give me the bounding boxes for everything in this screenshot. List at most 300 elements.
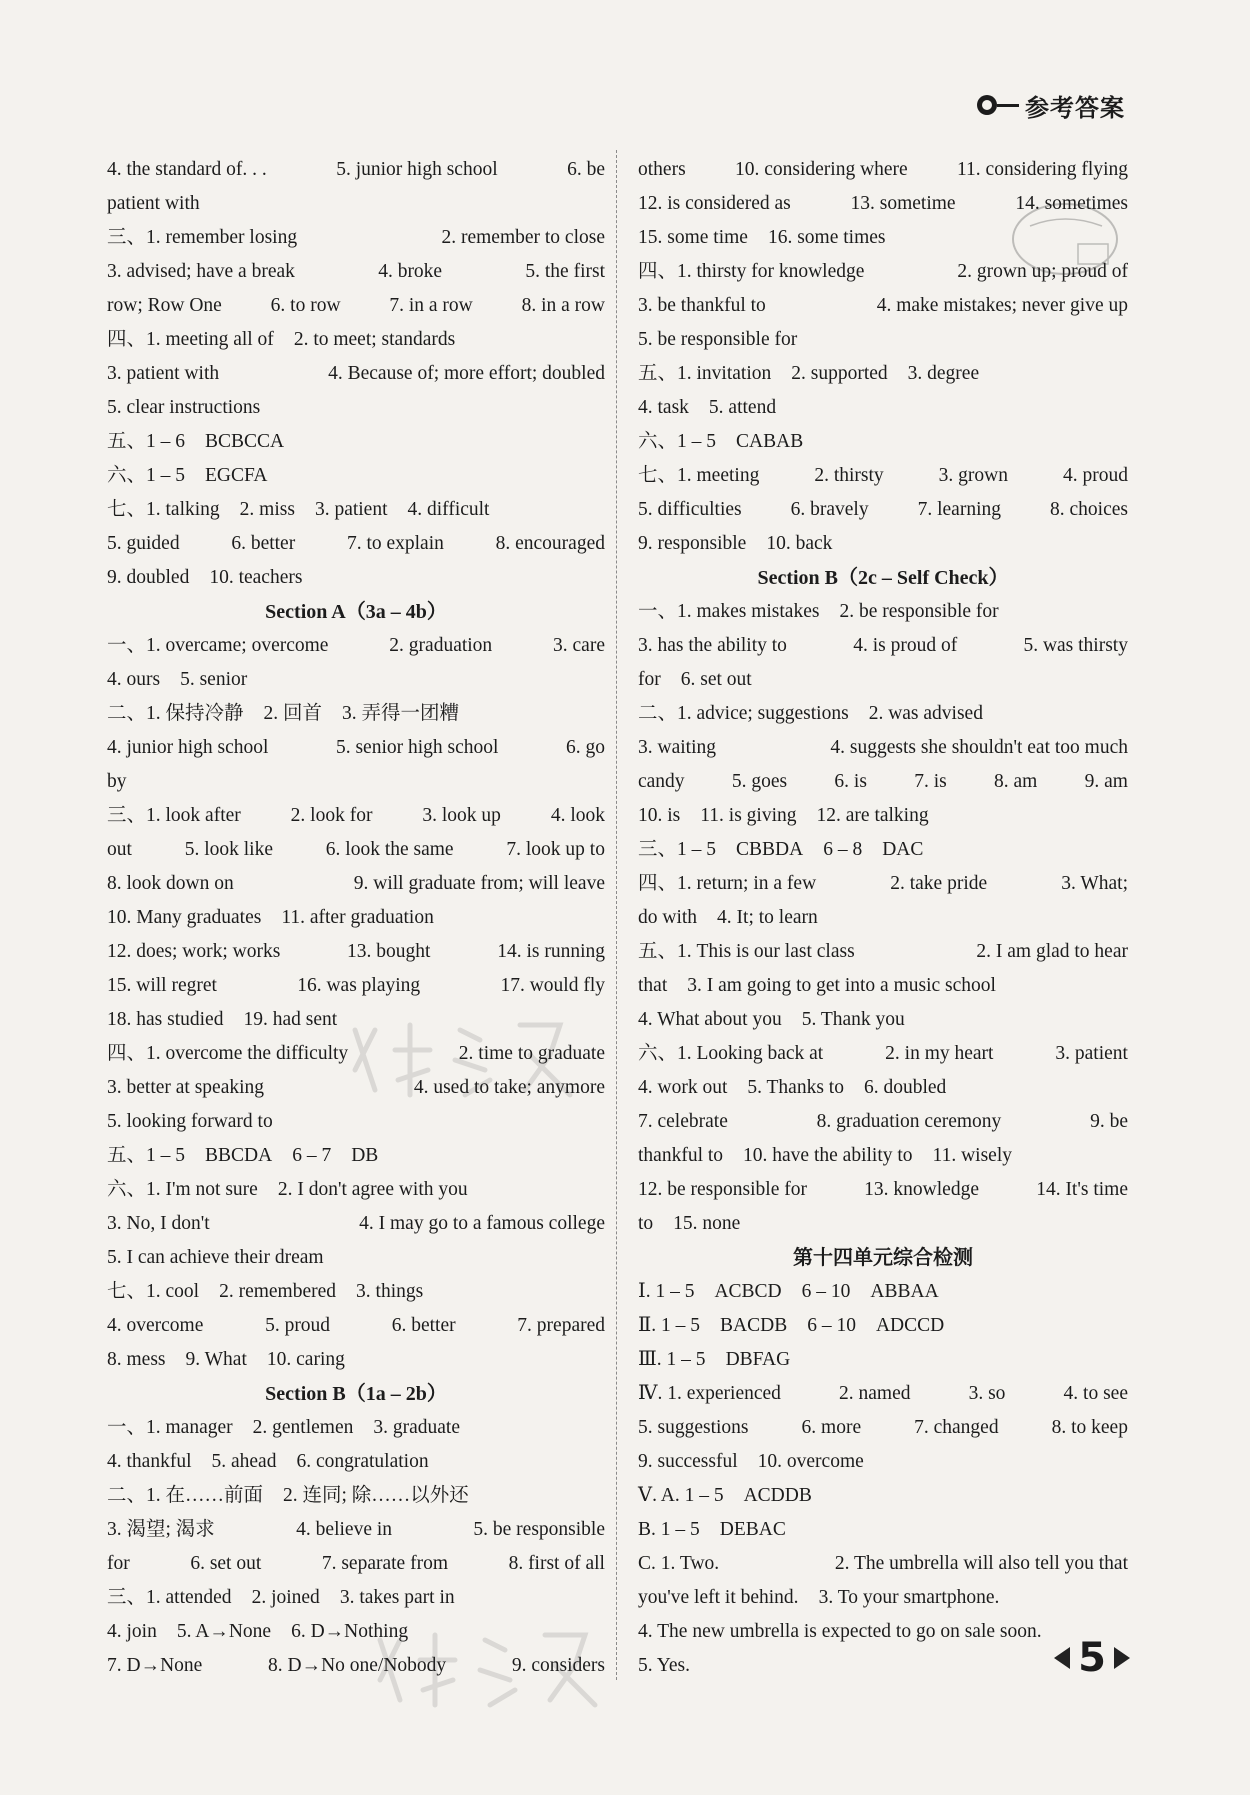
- answer-item: 8. am: [994, 771, 1038, 792]
- answer-item: by: [107, 771, 127, 792]
- answer-item: 5. be responsible: [473, 1519, 605, 1540]
- answer-item: 2. I am glad to hear: [976, 941, 1128, 962]
- answer-item: 3. patient: [314, 499, 388, 520]
- answer-item: 3. degree: [907, 363, 980, 384]
- answer-line: [107, 1513, 605, 1547]
- answer-item: 5. goes: [731, 771, 788, 792]
- answer-item: 4. is proud of: [853, 635, 958, 656]
- answer-line: [638, 1581, 1128, 1615]
- answer-stamp-icon: [1010, 200, 1120, 278]
- answer-item: 4. ours: [107, 669, 161, 690]
- answer-line: [638, 663, 1128, 697]
- answer-item: 13. bought: [347, 941, 431, 962]
- answer-item: 9. doubled: [107, 567, 190, 588]
- answer-item: 四、1. overcome the difficulty: [107, 1043, 349, 1064]
- page-number: 5: [1078, 1635, 1106, 1681]
- answer-line: [107, 221, 605, 255]
- answer-item: BCBCCA: [205, 431, 285, 452]
- answer-item: 2. to meet; standards: [293, 329, 456, 350]
- answer-item: 二、1. advice; suggestions: [638, 703, 849, 724]
- answer-item: to: [638, 1213, 654, 1234]
- answer-line: [107, 561, 605, 595]
- answer-item: 12. is considered as: [638, 193, 791, 214]
- answer-item: 7. celebrate: [638, 1111, 728, 1132]
- answer-line: [107, 153, 605, 187]
- right-answer-column: [638, 153, 1128, 1683]
- answer-item: 3. What;: [1061, 873, 1128, 894]
- answer-item: 2. look for: [290, 805, 373, 826]
- answer-item: 2. gentlemen: [252, 1417, 354, 1438]
- answer-item: 六、1. Looking back at: [638, 1043, 824, 1064]
- answer-item: 10. considering where: [734, 159, 908, 180]
- answer-line: [638, 935, 1128, 969]
- answer-item: ADCCD: [875, 1315, 945, 1336]
- answer-item: 4. proud: [1063, 465, 1128, 486]
- answer-item: 六、1 – 5: [638, 431, 717, 452]
- answer-item: 13. knowledge: [864, 1179, 979, 1200]
- answer-item: 7. to explain: [346, 533, 444, 554]
- answer-item: 七、1. cool: [107, 1281, 200, 1302]
- answer-line: [107, 1615, 605, 1649]
- left-answer-column: [107, 153, 605, 1683]
- answer-line: [107, 629, 605, 663]
- answer-item: DBFAG: [725, 1349, 791, 1370]
- answer-item: 3. better at speaking: [107, 1077, 265, 1098]
- answer-item: 9. responsible: [638, 533, 747, 554]
- answer-item: 16. some times: [767, 227, 886, 248]
- answer-line: [107, 323, 605, 357]
- answer-item: 5. Thanks to: [747, 1077, 844, 1098]
- page-header: [977, 88, 1125, 123]
- answer-item: 6. to row: [270, 295, 341, 316]
- answer-item: 10. teachers: [209, 567, 303, 588]
- answer-item: 5. was thirsty: [1023, 635, 1128, 656]
- answer-line: [107, 357, 605, 391]
- answer-item: 7. look up to: [506, 839, 605, 860]
- answer-item: 6 – 10: [801, 1281, 851, 1302]
- answer-item: 一、1. manager: [107, 1417, 233, 1438]
- answer-item: 6. more: [801, 1417, 862, 1438]
- answer-item: 5. proud: [265, 1315, 331, 1336]
- answer-line: [107, 1547, 605, 1581]
- answer-line: [107, 1173, 605, 1207]
- answer-item: 五、1 – 5: [107, 1145, 186, 1166]
- answer-item: 5. Yes.: [638, 1655, 691, 1676]
- answer-item: 7. learning: [917, 499, 1001, 520]
- answer-item: 4. overcome: [107, 1315, 204, 1336]
- answer-line: [638, 1037, 1128, 1071]
- answer-item: 4. task: [638, 397, 689, 418]
- answer-line: [107, 1037, 605, 1071]
- answer-item: 6. D→Nothing: [291, 1621, 409, 1642]
- answer-item: 10. overcome: [757, 1451, 864, 1472]
- answer-item: 15. some time: [638, 227, 748, 248]
- answer-item: 9. successful: [638, 1451, 738, 1472]
- answer-item: 3. care: [553, 635, 605, 656]
- answer-item: for: [638, 669, 661, 690]
- answer-line: [638, 289, 1128, 323]
- answer-item: Ⅳ. 1. experienced: [638, 1383, 781, 1404]
- answer-line: [107, 187, 605, 221]
- answer-item: 2. be responsible for: [839, 601, 999, 622]
- answer-item: 2. I don't agree with you: [277, 1179, 468, 1200]
- answer-line: [638, 1173, 1128, 1207]
- answer-item: for: [107, 1553, 130, 1574]
- answer-item: 2. named: [839, 1383, 911, 1404]
- answer-item: 2. remember to close: [441, 227, 605, 248]
- answer-item: 五、1. This is our last class: [638, 941, 855, 962]
- answer-line: [107, 697, 605, 731]
- answer-item: 19. had sent: [243, 1009, 338, 1030]
- answer-item: 二、1. 保持冷静: [107, 703, 244, 724]
- answer-item: do with: [638, 907, 698, 928]
- answer-line: [638, 1547, 1128, 1581]
- answer-item: 15. will regret: [107, 975, 217, 996]
- answer-item: 七、1. talking: [107, 499, 220, 520]
- answer-item: 4. make mistakes; never give up: [876, 295, 1128, 316]
- answer-item: you've left it behind.: [638, 1587, 799, 1608]
- answer-item: 12. does; work; works: [107, 941, 281, 962]
- answer-item: 三、1. attended: [107, 1587, 232, 1608]
- answer-item: 7. in a row: [389, 295, 473, 316]
- answer-item: 4. work out: [638, 1077, 728, 1098]
- answer-line: [107, 799, 605, 833]
- answer-item: 2. supported: [791, 363, 888, 384]
- answer-line: [107, 969, 605, 1003]
- answer-item: 4. believe in: [296, 1519, 393, 1540]
- answer-item: 三、1. look after: [107, 805, 241, 826]
- answer-line: [638, 1513, 1128, 1547]
- answer-item: ACBCD: [714, 1281, 782, 1302]
- answer-line: [107, 663, 605, 697]
- answer-item: 6. doubled: [863, 1077, 947, 1098]
- answer-item: 2. The umbrella will also tell you that: [834, 1553, 1128, 1574]
- answer-item: 五、1 – 6: [107, 431, 186, 452]
- answer-line: [638, 765, 1128, 799]
- section-heading: 第十四单元综合检测: [793, 1247, 973, 1269]
- answer-item: 4. What about you: [638, 1009, 782, 1030]
- answer-item: others: [638, 159, 686, 180]
- answer-item: 2. joined: [251, 1587, 320, 1608]
- column-divider: [616, 150, 617, 1680]
- answer-line: [107, 1445, 605, 1479]
- answer-item: 5. Thank you: [801, 1009, 905, 1030]
- answer-item: 12. be responsible for: [638, 1179, 807, 1200]
- answer-item: 6. look the same: [325, 839, 454, 860]
- answer-line: [638, 1105, 1128, 1139]
- answer-item: 6. congratulation: [296, 1451, 429, 1472]
- answer-item: B. 1 – 5: [638, 1519, 700, 1540]
- answer-item: 7. prepared: [517, 1315, 605, 1336]
- answer-item: 5. looking forward to: [107, 1111, 273, 1132]
- answer-item: 4. join: [107, 1621, 157, 1642]
- answer-item: 5. look like: [184, 839, 273, 860]
- answer-line: [638, 969, 1128, 1003]
- answer-item: 2. in my heart: [885, 1043, 994, 1064]
- answer-item: 3. advised; have a break: [107, 261, 295, 282]
- answer-line: [638, 697, 1128, 731]
- answer-item: 2. 连同; 除……以外还: [283, 1485, 469, 1506]
- answer-item: 2. take pride: [890, 873, 988, 894]
- answer-item: 2. grown up; proud of: [957, 261, 1128, 282]
- answer-item: 4. Because of; more effort; doubled: [328, 363, 605, 384]
- answer-line: [638, 1411, 1128, 1445]
- page-number-badge: [1054, 1635, 1130, 1681]
- answer-line: [107, 1581, 605, 1615]
- answer-line: [638, 1479, 1128, 1513]
- answer-line: [638, 833, 1128, 867]
- answer-line: [107, 1105, 605, 1139]
- answer-item: 4. thankful: [107, 1451, 192, 1472]
- answer-line: [638, 799, 1128, 833]
- answer-item: 11. considering flying: [957, 159, 1128, 180]
- answer-item: 7. D→None: [107, 1655, 203, 1676]
- answer-line: [638, 493, 1128, 527]
- answer-item: 3. be thankful to: [638, 295, 766, 316]
- answer-item: BACDB: [720, 1315, 788, 1336]
- answer-item: that: [638, 975, 668, 996]
- answer-item: CABAB: [736, 431, 804, 452]
- answer-item: 10. Many graduates: [107, 907, 262, 928]
- header-title: 参考答案: [1025, 94, 1125, 122]
- answer-item: row; Row One: [107, 295, 222, 316]
- answer-item: 3. grown: [938, 465, 1008, 486]
- answer-line: [107, 1275, 605, 1309]
- answer-line: [638, 1207, 1128, 1241]
- answer-item: 3. takes part in: [339, 1587, 455, 1608]
- answer-item: 3. patient: [1055, 1043, 1128, 1064]
- answer-item: 6. go: [566, 737, 605, 758]
- answer-line: [107, 1003, 605, 1037]
- answer-item: 10. have the ability to: [743, 1145, 913, 1166]
- brand-logo-icon: [977, 93, 1017, 119]
- answer-item: 3. waiting: [638, 737, 716, 758]
- answer-item: 3. has the ability to: [638, 635, 787, 656]
- answer-item: 五、1. invitation: [638, 363, 772, 384]
- answer-line: [107, 833, 605, 867]
- answer-item: 10. caring: [266, 1349, 345, 1370]
- answer-item: 18. has studied: [107, 1009, 224, 1030]
- previous-arrow-icon: [1054, 1647, 1070, 1669]
- answer-item: 5. guided: [107, 533, 180, 554]
- answer-line: [107, 1071, 605, 1105]
- next-arrow-icon: [1114, 1647, 1130, 1669]
- answer-item: Ⅱ. 1 – 5: [638, 1315, 701, 1336]
- answer-item: 三、1 – 5: [638, 839, 717, 860]
- answer-item: 7. separate from: [321, 1553, 448, 1574]
- answer-item: 6 – 8: [823, 839, 863, 860]
- answer-item: 3. graduate: [373, 1417, 460, 1438]
- answer-item: Ⅰ. 1 – 5: [638, 1281, 695, 1302]
- answer-line: [107, 459, 605, 493]
- answer-item: 11. is giving: [700, 805, 797, 826]
- answer-line: [638, 901, 1128, 935]
- answer-item: 5. I can achieve their dream: [107, 1247, 324, 1268]
- answer-line: [107, 425, 605, 459]
- answer-line: [638, 527, 1128, 561]
- answer-item: 6. better: [391, 1315, 456, 1336]
- answer-item: Ⅲ. 1 – 5: [638, 1349, 706, 1370]
- answer-line: [638, 459, 1128, 493]
- answer-line: [638, 357, 1128, 391]
- answer-line: [107, 527, 605, 561]
- answer-line: [107, 1241, 605, 1275]
- answer-item: 4. broke: [378, 261, 443, 282]
- answer-item: 七、1. meeting: [638, 465, 760, 486]
- answer-item: 2. thirsty: [814, 465, 884, 486]
- answer-item: 六、1 – 5: [107, 465, 186, 486]
- answer-item: 5. the first: [525, 261, 605, 282]
- answer-line: [638, 391, 1128, 425]
- answer-item: 一、1. makes mistakes: [638, 601, 820, 622]
- answer-line: [638, 1071, 1128, 1105]
- answer-line: [107, 1139, 605, 1173]
- answer-item: 3. 弄得一团糟: [342, 703, 460, 724]
- answer-line: [638, 1377, 1128, 1411]
- answer-line: [107, 1207, 605, 1241]
- answer-line: [638, 1139, 1128, 1173]
- answer-item: ABBAA: [870, 1281, 939, 1302]
- answer-line: [107, 1411, 605, 1445]
- answer-line: [638, 425, 1128, 459]
- answer-item: 4. I may go to a famous college: [359, 1213, 605, 1234]
- answer-item: 5. junior high school: [336, 159, 498, 180]
- answer-line: [107, 1479, 605, 1513]
- answer-item: 6 – 7: [292, 1145, 332, 1166]
- answer-item: 8. first of all: [508, 1553, 605, 1574]
- answer-item: 2. was advised: [868, 703, 983, 724]
- answer-item: 15. none: [673, 1213, 741, 1234]
- answer-item: 5. clear instructions: [107, 397, 261, 418]
- answer-item: 5. senior: [180, 669, 248, 690]
- answer-item: DB: [351, 1145, 379, 1166]
- answer-line: [638, 629, 1128, 663]
- answer-line: [638, 867, 1128, 901]
- answer-item: BBCDA: [205, 1145, 273, 1166]
- answer-line: [638, 1309, 1128, 1343]
- answer-line: [638, 323, 1128, 357]
- answer-item: 14. is running: [497, 941, 605, 962]
- answer-item: thankful to: [638, 1145, 724, 1166]
- answer-item: 8. choices: [1050, 499, 1128, 520]
- answer-item: 4. look: [550, 805, 605, 826]
- answer-line: [638, 731, 1128, 765]
- answer-item: 11. wisely: [932, 1145, 1012, 1166]
- answer-item: 5. be responsible for: [638, 329, 798, 350]
- answer-line: [638, 1343, 1128, 1377]
- answer-item: 9. considers: [511, 1655, 605, 1676]
- answer-item: 12. are talking: [816, 805, 929, 826]
- answer-item: 4. junior high school: [107, 737, 269, 758]
- answer-line: [107, 901, 605, 935]
- answer-item: 3. I am going to get into a music school: [687, 975, 996, 996]
- answer-item: 4. suggests she shouldn't eat too much: [830, 737, 1128, 758]
- answer-item: 10. is: [638, 805, 681, 826]
- answer-item: 四、1. return; in a few: [638, 873, 817, 894]
- answer-item: 2. graduation: [389, 635, 493, 656]
- answer-line: [638, 1445, 1128, 1479]
- answer-item: 4. It; to learn: [717, 907, 818, 928]
- section-heading: Section B（2c – Self Check）: [757, 567, 1009, 589]
- answer-item: 6. is: [834, 771, 867, 792]
- answer-line: [638, 595, 1128, 629]
- answer-item: 2. miss: [239, 499, 295, 520]
- answer-line: [638, 153, 1128, 187]
- answer-line: [107, 391, 605, 425]
- answer-item: 6. bravely: [790, 499, 869, 520]
- answer-line: [107, 1649, 605, 1683]
- answer-item: 8. encouraged: [495, 533, 605, 554]
- answer-item: Ⅴ. A. 1 – 5: [638, 1485, 724, 1506]
- answer-item: 六、1. I'm not sure: [107, 1179, 258, 1200]
- answer-item: 5. suggestions: [638, 1417, 749, 1438]
- answer-item: 二、1. 在……前面: [107, 1485, 264, 1506]
- answer-item: 6. better: [231, 533, 296, 554]
- answer-item: 8. look down on: [107, 873, 234, 894]
- answer-item: DEBAC: [719, 1519, 786, 1540]
- answer-item: 17. would fly: [500, 975, 605, 996]
- answer-item: DAC: [882, 839, 924, 860]
- answer-item: 4. The new umbrella is expected to go on sale soon.: [638, 1621, 1042, 1642]
- answer-item: 9. be: [1090, 1111, 1128, 1132]
- answer-line: [107, 867, 605, 901]
- answer-item: 5. attend: [708, 397, 777, 418]
- answer-item: 3. patient with: [107, 363, 220, 384]
- answer-item: EGCFA: [205, 465, 268, 486]
- answer-line: [638, 1275, 1128, 1309]
- answer-item: 4. used to take; anymore: [413, 1077, 605, 1098]
- answer-item: candy: [638, 771, 685, 792]
- answer-item: 3. No, I don't: [107, 1213, 210, 1234]
- answer-item: 10. back: [766, 533, 833, 554]
- answer-item: ACDDB: [743, 1485, 812, 1506]
- answer-item: 9. What: [185, 1349, 247, 1370]
- answer-item: 一、1. overcame; overcome: [107, 635, 329, 656]
- answer-line: [107, 255, 605, 289]
- answer-item: 6. set out: [680, 669, 752, 690]
- answer-item: 4. difficult: [407, 499, 490, 520]
- answer-item: 2. time to graduate: [458, 1043, 605, 1064]
- answer-item: 3. look up: [422, 805, 501, 826]
- answer-item: 2. 回首: [263, 703, 323, 724]
- answer-item: 四、1. meeting all of: [107, 329, 274, 350]
- answer-item: 3. 渴望; 渴求: [107, 1519, 215, 1540]
- answer-item: 4. to see: [1063, 1383, 1128, 1404]
- answer-item: out: [107, 839, 132, 860]
- answer-item: 6. be: [567, 159, 605, 180]
- answer-item: 8. graduation ceremony: [816, 1111, 1002, 1132]
- answer-item: patient with: [107, 193, 200, 214]
- answer-item: 8. mess: [107, 1349, 166, 1370]
- answer-item: 5. A→None: [176, 1621, 272, 1642]
- answer-item: 14. It's time: [1036, 1179, 1128, 1200]
- answer-item: 16. was playing: [297, 975, 421, 996]
- answer-line: [107, 935, 605, 969]
- section-heading: Section A（3a – 4b）: [265, 601, 447, 623]
- answer-line: [107, 1309, 605, 1343]
- answer-item: 8. in a row: [521, 295, 605, 316]
- answer-item: 四、1. thirsty for knowledge: [638, 261, 865, 282]
- answer-item: 6. set out: [190, 1553, 262, 1574]
- answer-line: [107, 731, 605, 765]
- answer-item: 9. will graduate from; will leave: [353, 873, 605, 894]
- answer-item: 三、1. remember losing: [107, 227, 298, 248]
- answer-item: 8. D→No one/Nobody: [267, 1655, 447, 1676]
- answer-item: 13. sometime: [850, 193, 956, 214]
- answer-line: [107, 289, 605, 323]
- answer-item: 9. am: [1084, 771, 1128, 792]
- answer-item: 5. senior high school: [335, 737, 499, 758]
